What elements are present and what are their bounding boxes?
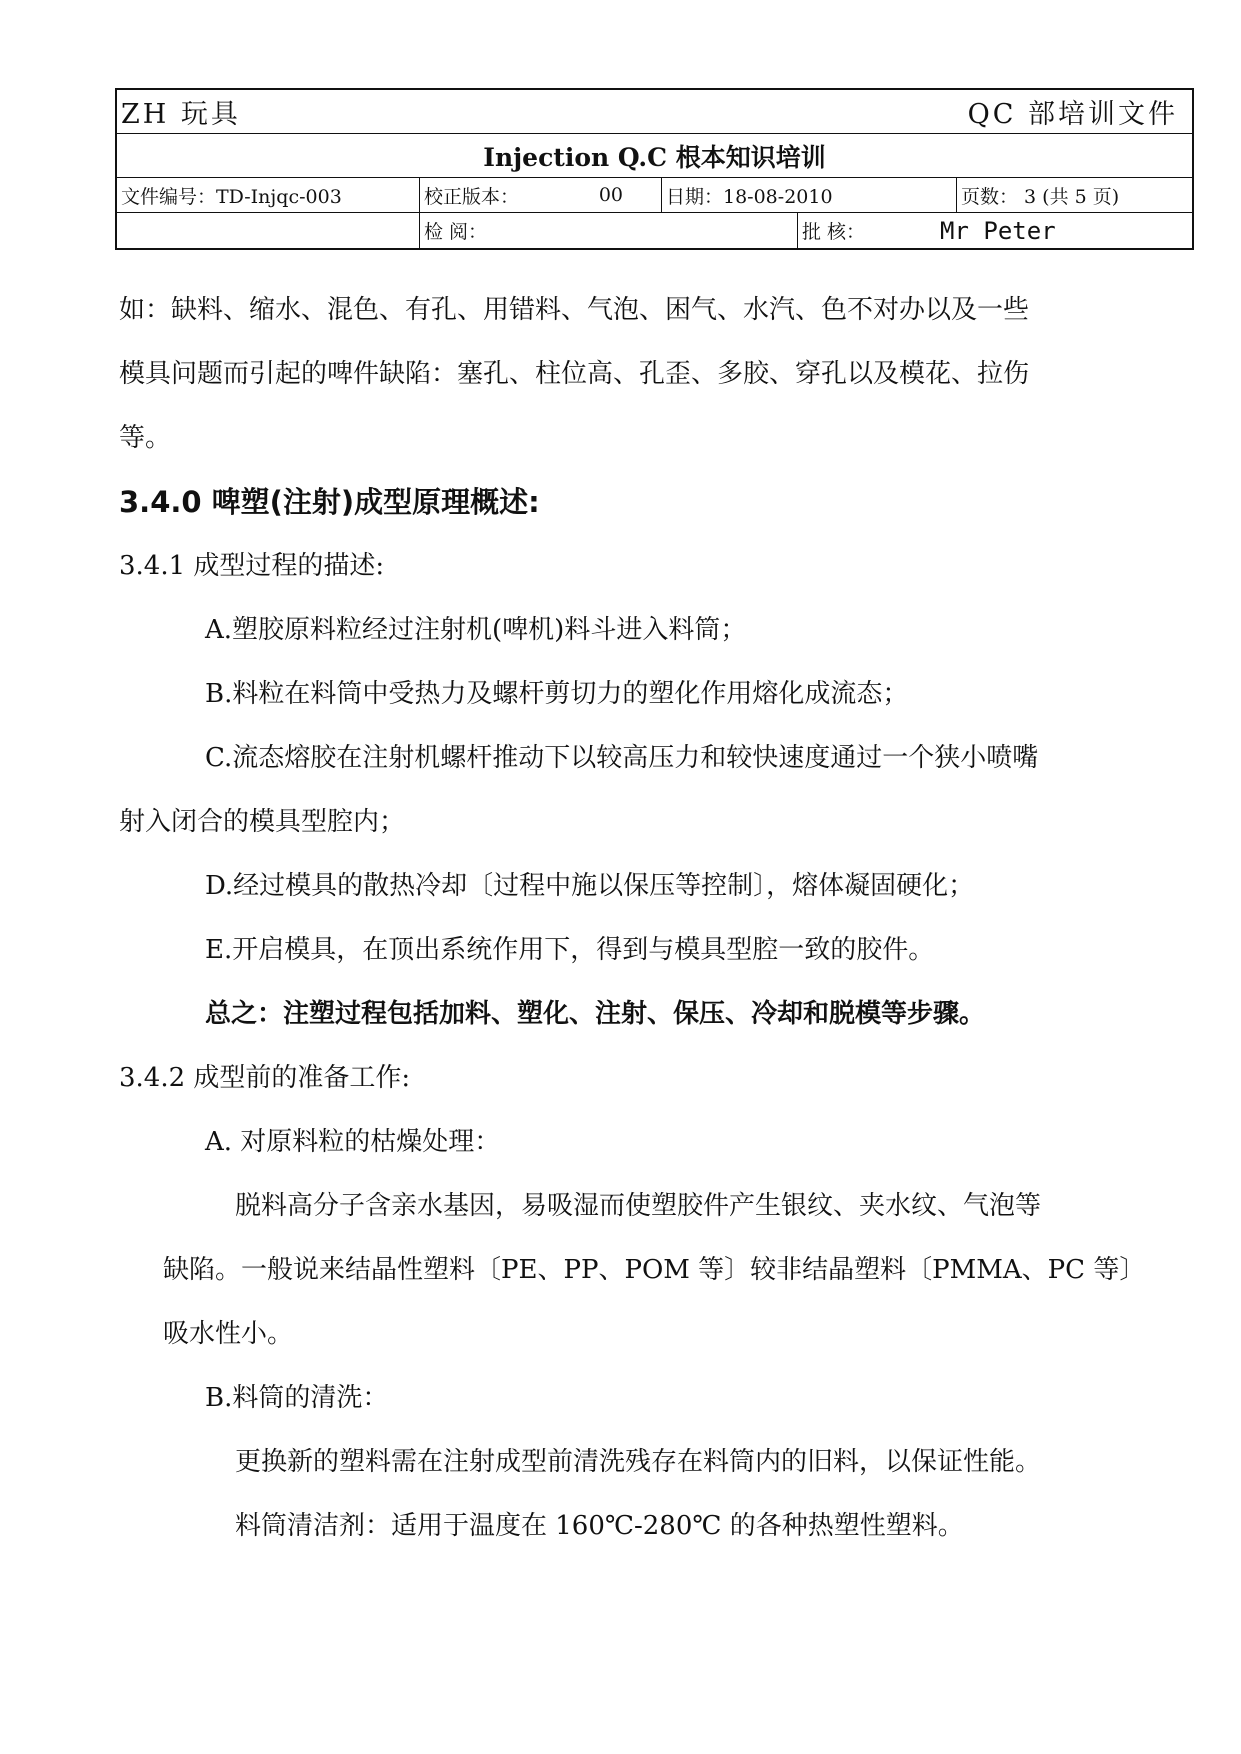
prep-a-line-3: 吸水性小。 [163, 1319, 294, 1349]
page-info: 页数： 3 (共 5 页) [961, 185, 1120, 208]
approver-name: Mr Peter [940, 216, 1056, 245]
approve-cell [798, 213, 1192, 248]
section-heading-3-4-0: 3.4.0 啤塑(注射)成型原理概述: [119, 485, 540, 519]
company-name: ZH 玩具 [121, 99, 241, 130]
document-header-table [115, 88, 1194, 250]
header-row-company [117, 90, 1192, 134]
date-cell [662, 178, 957, 212]
check-label: 检 阅： [424, 221, 488, 243]
step-c-line-2: 射入闭合的模具型腔内； [119, 807, 406, 837]
step-c-line-1: C.流态熔胶在注射机螺杆推动下以较高压力和较快速度通过一个狭小喷嘴 [205, 743, 1039, 773]
prep-a-line-1: 脱料高分子含亲水基因，易吸湿而使塑胶件产生银纹、夹水纹、气泡等 [235, 1191, 1042, 1221]
header-row-signoff [117, 213, 1192, 248]
prep-b-line-1: 更换新的塑料需在注射成型前清洗残存在料筒内的旧料，以保证性能。 [235, 1447, 1042, 1477]
document-title: Injection Q.C 根本知识培训 [483, 142, 826, 172]
document-body [119, 278, 1169, 1558]
prep-item-b: B.料筒的清洗： [205, 1383, 389, 1413]
prep-b-line-2: 料筒清洁剂：适用于温度在 160℃-280℃ 的各种热塑性塑料。 [235, 1511, 964, 1541]
revision-value: 00 [598, 184, 623, 206]
revision-cell [420, 178, 662, 212]
subsection-heading-3-4-1: 3.4.1 成型过程的描述: [119, 551, 385, 581]
paragraph-intro-line-2: 模具问题而引起的啤件缺陷：塞孔、柱位高、孔歪、多胶、穿孔以及模花、拉伤 [119, 359, 1030, 389]
prep-item-a: A. 对原料粒的枯燥处理： [205, 1127, 501, 1157]
paragraph-intro-line-3: 等。 [119, 423, 172, 453]
step-b: B.料粒在料筒中受热力及螺杆剪切力的塑化作用熔化成流态； [205, 679, 909, 709]
doc-date: 日期：18-08-2010 [666, 185, 833, 208]
header-row-title [117, 134, 1192, 178]
subsection-heading-3-4-2: 3.4.2 成型前的准备工作: [119, 1063, 411, 1093]
doc-number-cell [117, 178, 420, 212]
page-info-cell [957, 178, 1192, 212]
doc-number: 文件编号：TD-Injqc-003 [121, 185, 342, 208]
prep-a-line-2: 缺陷。一般说来结晶性塑料〔PE、PP、POM 等〕较非结晶塑料〔PMMA、PC 等〕 [163, 1255, 1146, 1285]
revision-label: 校正版本： [424, 185, 520, 208]
summary-line: 总之：注塑过程包括加料、塑化、注射、保压、冷却和脱模等步骤。 [205, 999, 986, 1029]
paragraph-intro-line-1: 如：缺料、缩水、混色、有孔、用错料、气泡、困气、水汽、色不对办以及一些 [119, 295, 1030, 325]
step-e: E.开启模具，在顶出系统作用下，得到与模具型腔一致的胶件。 [205, 935, 935, 965]
department-doc-label: QC 部培训文件 [967, 99, 1178, 130]
header-row-meta [117, 178, 1192, 213]
step-d: D.经过模具的散热冷却〔过程中施以保压等控制〕，熔体凝固硬化； [205, 871, 975, 901]
step-a: A.塑胶原料粒经过注射机(啤机)料斗进入料筒； [205, 615, 747, 645]
approve-label: 批 核： [802, 221, 866, 243]
blank-cell [117, 213, 420, 248]
check-cell [420, 213, 798, 248]
